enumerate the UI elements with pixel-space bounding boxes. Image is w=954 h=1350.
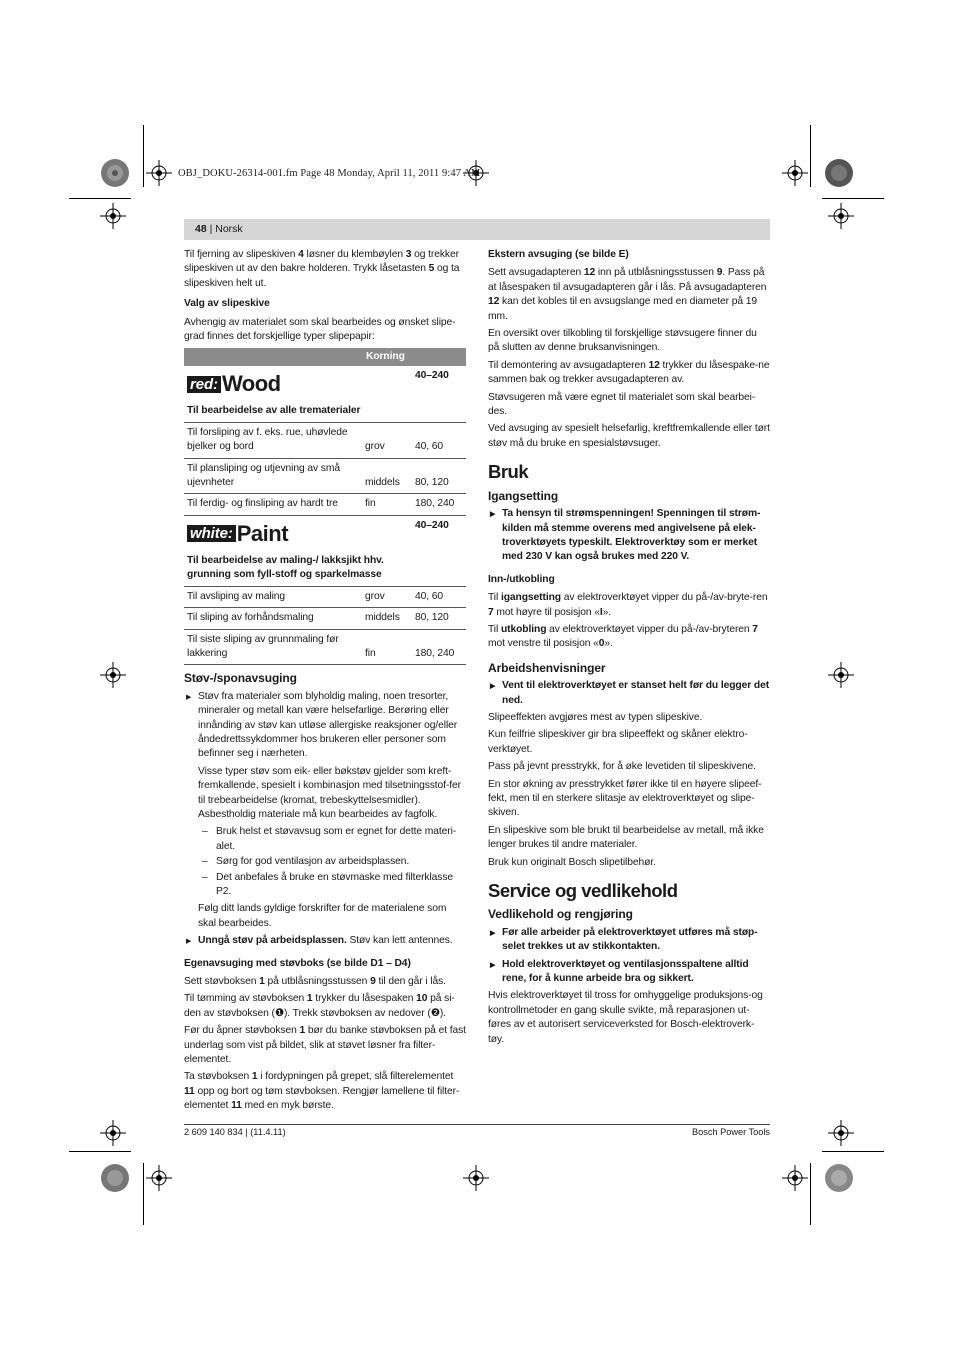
wood-group-row (184, 366, 466, 422)
warning-bullet: ▶ Unngå støv på arbeidsplassen. Støv kan lett antennes. (184, 934, 466, 948)
page-number: 48 (195, 223, 207, 235)
table-row: Til sliping av forhåndsmaling middels 80, 120 (184, 608, 466, 629)
crop-mark (143, 125, 144, 187)
inn-paragraph: Til igangsetting av elektroverktøyet vipper du på-/av-bryte-ren 7 mot høyre til posisjon «I». (488, 592, 768, 618)
ekstern-paragraph: Ved avsuging av spesielt helsefarlig, kreftfremkallende eller tørt støv må du bruke en spesialstøvsuger. (488, 423, 770, 449)
crop-mark (69, 198, 131, 199)
red-wood-logo: red: Wood (187, 373, 409, 395)
section-heading-stov: Støv-/sponavsuging (184, 671, 297, 686)
warning-bullet: ▶ Før alle arbeider på elektroverktøyet utføres må støp-selet trekkes ut av stikkontakten. (488, 926, 770, 955)
stov-paragraph: Følg ditt lands gyldige forskrifter for de materialene som skal bearbeides. (198, 903, 447, 929)
crosshair-icon (146, 160, 172, 186)
warning-bullet: ▶ Støv fra materialer som blyholdig maling, noen tresorter, mineraler og metall kan være helsefarlige. Berøring eller innånding av støv kan utløse allergiske reaksjoner og/eller åndedrettssykdommer hos brukeren eller personer som befinner seg i nærheten. (184, 690, 466, 762)
inn-paragraph: Til utkobling av elektroverktøyet vipper du på-/av-bryteren 7 mot venstre til posisjon «0». (488, 623, 758, 650)
section-heading-bruk: Bruk (488, 461, 529, 483)
right-column (488, 248, 770, 1050)
crosshair-icon (463, 1165, 489, 1191)
crosshair-icon (782, 160, 808, 186)
arb-paragraph: En slipeskive som ble brukt til bearbeidelse av metall, må ikke lenger brukes til andre materialer. (488, 824, 764, 851)
ekstern-paragraph: Til demontering av avsugadapteren 12 trykker du låsespake-ne sammen bak og trekker avsugadapteren av. (488, 359, 770, 386)
color-wheel-icon (824, 158, 854, 188)
footer-brand: Bosch Power Tools (692, 1127, 770, 1137)
crop-mark (810, 125, 811, 187)
table-row: Til ferdig- og finsliping av hardt tre fin 180, 240 (184, 494, 466, 515)
arb-paragraph: Pass på jevnt presstrykk, for å øke levetiden til slipeskivene. (488, 761, 756, 773)
list-item: – Sørg for god ventilasjon av arbeidsplassen. (184, 855, 466, 869)
page-header (184, 219, 770, 240)
crosshair-icon (100, 662, 126, 688)
file-slug: OBJ_DOKU-26314-001.fm Page 48 Monday, April 11, 2011 9:47 AM (178, 168, 481, 179)
warning-bullet: ▶ Ta hensyn til strømspenningen! Spenningen til strøm-kilden må stemme overens med angivelsene på elek-troverktøyets typeskilt. Elektroverktøy som er merket med 230 V kan også brukes med 220 V. (488, 507, 770, 565)
left-column (184, 248, 466, 1117)
list-item: – Bruk helst et støvavsug som er egnet for dette materi-alet. (184, 825, 466, 854)
section-heading-egen: Egenavsuging med støvboks (se bilde D1 – D4) (184, 957, 411, 969)
ekstern-paragraph: En oversikt over tilkobling til forskjellige støvsugere finner du på slutten av denne bruksanvisningen. (488, 328, 757, 354)
color-wheel-icon (100, 1163, 130, 1193)
intro-paragraph: Til fjerning av slipeskiven 4 løsner du klembøylen 3 og trekker slipeskiven ut av den bakre holderen. Trykk låsetasten 5 og ta slipeskiven helt ut. (184, 249, 460, 289)
table-row: Til plansliping og utjevning av små ujevnheter middels 80, 120 (184, 458, 466, 494)
egen-paragraph: Ta støvboksen 1 i fordypningen på grepet, slå filterelementet 11 opp og bort og tøm støvboksen. Rengjør lamellene til filter-elementet 11 med en myk børste. (184, 1071, 460, 1112)
egen-paragraph: Til tømming av støvboksen 1 trykker du låsespaken 10 på si-den av støvboksen (❶). Trekk støvboksen av nedover (❷). (184, 993, 455, 1019)
crop-mark (69, 1151, 131, 1152)
egen-paragraph: Sett støvboksen 1 på utblåsningsstussen 9 til den går i lås. (184, 976, 446, 988)
crop-mark (822, 1151, 884, 1152)
arb-paragraph: Bruk kun originalt Bosch slipetilbehør. (488, 856, 656, 868)
wood-description: Til bearbeidelse av alle trematerialer (187, 405, 361, 417)
crop-mark (143, 1163, 144, 1225)
wood-grit-range: 40–240 (412, 366, 466, 422)
arb-paragraph: En stor økning av presstrykket fører ikke til en høyere slipeef-fekt, men til en sterkere slitasje av elektroverktøyet og slipe-skiven. (488, 778, 762, 819)
crosshair-icon (828, 1120, 854, 1146)
section-heading-inn: Inn-/utkobling (488, 573, 555, 585)
crosshair-icon (828, 203, 854, 229)
header-language: Norsk (215, 223, 243, 235)
paint-description: Til bearbeidelse av maling-/ lakksjikt hhv. grunning som fyll-stoff og sparkelmasse (187, 554, 384, 581)
color-wheel-icon (824, 1163, 854, 1193)
egen-paragraph: Før du åpner støvboksen 1 bør du banke støvboksen på et fast underlag som vist på bildet, slik at støvet løsner fra filter-elementet. (184, 1025, 466, 1066)
table-row: Til avsliping av maling grov 40, 60 (184, 586, 466, 607)
table-row: Til siste sliping av grunnmaling før lakkering fin 180, 240 (184, 629, 466, 665)
crosshair-icon (100, 203, 126, 229)
table-row: Til forsliping av f. eks. rue, uhøvlede bjelker og bord grov 40, 60 (184, 422, 466, 458)
crosshair-icon (828, 662, 854, 688)
page-header-text (195, 223, 243, 235)
section-heading-ekstern: Ekstern avsuging (se bilde E) (488, 249, 629, 260)
korning-header: Korning (362, 348, 412, 366)
section-heading-valg: Valg av slipeskive (184, 298, 270, 310)
ekstern-paragraph: Sett avsugadapteren 12 inn på utblåsningsstussen 9. Pass på at låsespaken til avsugadapteren går i lås. På avsugadapteren 12 kan det kobles til en avsugslange med en diameter på 19 mm. (488, 267, 767, 322)
grit-table (184, 348, 466, 665)
crosshair-icon (782, 1165, 808, 1191)
header-separator: | (206, 223, 216, 235)
valg-paragraph: Avhengig av materialet som skal bearbeides og ønsket slipe-grad finnes det forskjellige typer slipepapir: (184, 316, 456, 343)
white-paint-logo: white: Paint (187, 523, 409, 545)
section-heading-vedl: Vedlikehold og rengjøring (488, 907, 633, 922)
warning-bullet: ▶ Vent til elektroverktøyet er stanset helt før du legger det ned. (488, 679, 770, 708)
arb-paragraph: Kun feilfrie slipeskiver gir bra slipeeffekt og skåner elektro-verktøyet. (488, 729, 748, 755)
paint-group-row (184, 515, 466, 586)
warning-bullet: ▶ Hold elektroverktøyet og ventilasjonsspaltene alltid rene, for å kunne arbeide bra og sikkert. (488, 958, 770, 987)
arb-paragraph: Slipeeffekten avgjøres mest av typen slipeskive. (488, 711, 703, 723)
color-wheel-icon (100, 158, 130, 188)
table-header-row (184, 348, 466, 366)
crop-mark (810, 1163, 811, 1225)
section-heading-igang: Igangsetting (488, 488, 559, 503)
section-heading-arb: Arbeidshenvisninger (488, 660, 606, 675)
ekstern-paragraph: Støvsugeren må være egnet til materialet som skal bearbei-des. (488, 391, 756, 418)
footer-doc-number: 2 609 140 834 | (11.4.11) (184, 1127, 286, 1137)
list-item: – Det anbefales å bruke en støvmaske med filterklasse P2. (184, 871, 466, 900)
crop-mark (822, 198, 884, 199)
section-heading-service: Service og vedlikehold (488, 880, 678, 902)
stov-paragraph: Visse typer støv som eik- eller bøkstøv gjelder som kreft-fremkallende, spesielt i kombinasjon med tilsetningsstof-fer til trebearbeidelse (kromat, trebeskyttelsesmidler). Asbestholdig materiale må kun bearbeides av fagfolk. (198, 765, 461, 820)
crosshair-icon (100, 1120, 126, 1146)
vedl-paragraph: Hvis elektroverktøyet til tross for omhyggelige produksjons-og kontrollmetoder en gang skulle svikte, må reparasjonen ut-føres av et autorisert serviceverksted for Bosch-elektroverk-tøy. (488, 990, 763, 1045)
footer-rule (184, 1124, 770, 1125)
paint-grit-range: 40–240 (412, 515, 466, 586)
crosshair-icon (146, 1165, 172, 1191)
